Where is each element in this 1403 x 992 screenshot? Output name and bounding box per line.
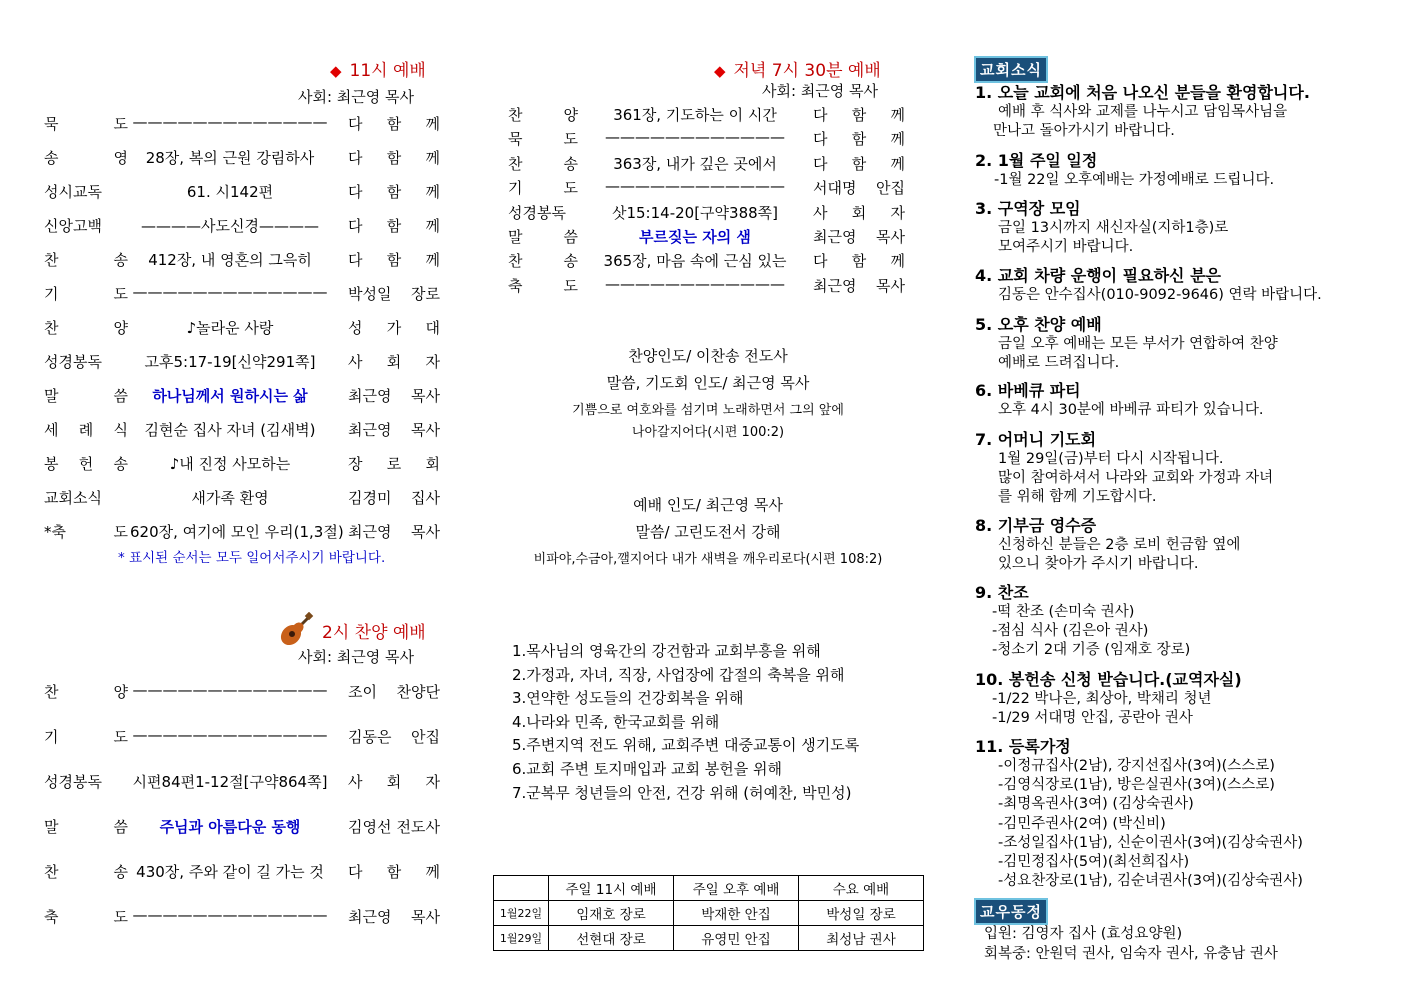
order-label: 성시교독 <box>44 183 102 201</box>
order-label: 교회소식 <box>44 489 102 507</box>
schedule-cell: 1월29일 <box>494 926 549 951</box>
order-person: 다 함 께 <box>348 863 440 881</box>
order-row <box>44 681 444 705</box>
news-item-line: -최명옥권사(3여) (김상숙권사) <box>998 796 1194 813</box>
news-item-line: -1월 22일 오후예배는 가정예배로 드립니다. <box>994 172 1275 188</box>
order-label: 성경봉독 <box>508 203 566 222</box>
order-label: 축 도 <box>44 908 128 926</box>
order-person: 김동은 안집 <box>348 728 440 746</box>
news-item-line: 있으니 찾아가 주시기 바랍니다. <box>998 556 1199 573</box>
order-label: 말 씀 <box>44 818 128 836</box>
news-item-line: -청소기 2대 기증 (임재호 장로) <box>992 642 1191 659</box>
order-content: 김현순 집사 자녀 (김새벽) <box>144 421 316 439</box>
news-item-title: 6. 바베큐 파티 <box>975 381 1081 400</box>
order-label: 성경봉독 <box>44 353 102 371</box>
news-item-line: 예배 후 식사와 교제를 나누시고 담임목사님을 <box>998 104 1288 120</box>
order-label: 성경봉독 <box>44 773 102 791</box>
friends-heading: 교우동정 <box>974 898 1048 925</box>
order-person: 다 함 께 <box>348 149 440 167</box>
order-content: 363장, 내가 깊은 곳에서 <box>613 154 777 173</box>
order-person: 다 함 께 <box>813 154 905 173</box>
order-row <box>44 215 444 239</box>
order-person: 김경미 집사 <box>348 489 440 507</box>
news-item-line: 김동은 안수집사(010-9092-9646) 연락 바랍니다. <box>998 287 1322 303</box>
order-person: 최근영 목사 <box>348 387 440 405</box>
order-content: ————사도신경———— <box>141 217 319 235</box>
order-label: 찬 송 <box>508 154 578 173</box>
order-person: 최근영 목사 <box>348 421 440 439</box>
order-row <box>44 181 444 205</box>
order-row <box>44 906 444 930</box>
order-content: ————————————— <box>132 283 328 301</box>
order-person: 사 회 자 <box>348 353 440 371</box>
news-item-title: 7. 어머니 기도회 <box>975 430 1097 449</box>
order-row <box>508 202 908 226</box>
order-content: 430장, 주와 같이 길 가는 것 <box>136 863 324 881</box>
order-row <box>44 861 444 885</box>
order-row <box>44 521 444 545</box>
order-content: ———————————— <box>605 274 785 293</box>
prayer-leader: 말씀, 기도회 인도/ 최근영 목사 <box>606 374 810 392</box>
schedule-cell: 박성일 장로 <box>799 901 924 926</box>
evening-host: 사회: 최근영 목사 <box>762 82 879 100</box>
order-label: 세 례 식 <box>44 421 128 439</box>
service2-host: 사회: 최근영 목사 <box>298 648 415 666</box>
order-person: 성 가 대 <box>348 319 440 337</box>
schedule-cell: 임재호 장로 <box>549 901 674 926</box>
news-item-line: -김민주권사(2여) (박신비) <box>998 815 1166 832</box>
order-content: ———————————— <box>605 128 785 147</box>
order-row <box>508 128 908 152</box>
order-row <box>44 351 444 375</box>
order-label: 묵 도 <box>44 115 128 133</box>
lead-leader: 예배 인도/ 최근영 목사 <box>633 496 783 514</box>
news-item-title: 1. 오늘 교회에 처음 나오신 분들을 환영합니다. <box>975 83 1310 102</box>
news-item-line: 예배로 드려집니다. <box>998 355 1120 372</box>
service11-host: 사회: 최근영 목사 <box>298 88 415 106</box>
order-row <box>44 816 444 840</box>
order-label: 기 도 <box>44 728 128 746</box>
order-row <box>44 726 444 750</box>
praise-leader: 찬양인도/ 이찬송 전도사 <box>628 347 788 365</box>
news-item-line: 1월 29일(금)부터 다시 시작됩니다. <box>998 451 1224 467</box>
order-content: 28장, 복의 근원 강림하사 <box>145 149 315 167</box>
order-label: 찬 양 <box>44 319 128 337</box>
news-item-title: 8. 기부금 영수증 <box>975 516 1097 535</box>
order-row <box>508 104 908 128</box>
news-item-line: 모여주시기 바랍니다. <box>998 239 1134 256</box>
order-person: 사 회 자 <box>813 203 905 222</box>
order-person: 장 로 회 <box>348 455 440 473</box>
verse-1b: 나아갈지어다(시편 100:2) <box>631 425 785 440</box>
order-person: 다 함 께 <box>348 251 440 269</box>
news-item-title: 4. 교회 차량 운행이 필요하신 분은 <box>975 266 1221 285</box>
guitar-icon <box>278 612 314 648</box>
news-item-line: -김민정집사(5여)(최선희집사) <box>998 854 1190 870</box>
order-row <box>508 226 908 250</box>
order-label: 찬 송 <box>44 251 128 269</box>
order-label: 신앙고백 <box>44 217 102 235</box>
order-content: ————————————— <box>132 113 328 131</box>
order-content: 412장, 내 영혼의 그윽히 <box>148 251 312 269</box>
order-person: 조이 찬양단 <box>348 683 440 701</box>
news-item-title: 11. 등록가정 <box>975 737 1071 756</box>
order-content: ————————————— <box>132 906 328 924</box>
prayer-item: 1.목사님의 영육간의 강건함과 교회부흥을 위해 <box>512 642 821 660</box>
news-item-line: 금일 13시까지 새신자실(지하1층)로 <box>998 220 1229 236</box>
news-item-line: -성요찬장로(1남), 김순녀권사(3여)(김상숙권사) <box>998 873 1303 890</box>
order-row <box>44 283 444 307</box>
news-item-title: 10. 봉헌송 신청 받습니다.(교역자실) <box>975 670 1242 689</box>
schedule-cell: 박재한 안집 <box>674 901 799 926</box>
news-item-line: -점심 식사 (김은아 권사) <box>992 623 1149 640</box>
news-heading: 교회소식 <box>974 56 1048 83</box>
news-item-line: -1/22 박나은, 최상아, 박채리 청년 <box>992 691 1212 707</box>
order-person: 다 함 께 <box>348 217 440 235</box>
order-row <box>44 419 444 443</box>
order-content: ♪내 진정 사모하는 <box>169 455 291 473</box>
prayer-item: 3.연약한 성도들의 건강회복을 위해 <box>512 689 744 708</box>
order-label: 찬 양 <box>44 683 128 701</box>
prayer-item: 7.군복무 청년들의 안전, 건강 위해 (허예찬, 박민성) <box>512 783 852 802</box>
evening-title: ◆ 저녁 7시 30분 예배 <box>714 61 881 81</box>
diamond-icon: ◆ <box>330 62 342 80</box>
news-item-line: 신청하신 분들은 2층 로비 헌금함 옆에 <box>998 537 1241 553</box>
order-person: 다 함 께 <box>813 106 905 124</box>
news-item-title: 2. 1월 주일 일정 <box>975 151 1098 170</box>
order-row <box>44 453 444 477</box>
order-label: 송 영 <box>44 149 128 167</box>
schedule-table <box>493 875 924 951</box>
news-item-title: 3. 구역장 모임 <box>975 199 1081 218</box>
prayer-item: 5.주변지역 전도 위해, 교회주변 대중교통이 생기도록 <box>512 736 860 755</box>
order-label: *축 도 <box>44 523 128 541</box>
order-person: 서대명 안집 <box>813 179 905 198</box>
schedule-cell: 최성남 권사 <box>799 926 924 951</box>
order-person: 최근영 목사 <box>813 276 905 295</box>
schedule-header <box>494 876 549 901</box>
order-row <box>44 249 444 273</box>
news-item-line: 많이 참여하셔서 나라와 교회와 가정과 자녀 <box>998 470 1274 487</box>
order-label: 기 도 <box>44 285 128 303</box>
friends-line: 회복중: 안원덕 권사, 임숙자 권사, 유충남 권사 <box>984 946 1278 962</box>
order-person: 최근영 목사 <box>348 523 440 541</box>
news-item-title: 5. 오후 찬양 예배 <box>975 315 1102 334</box>
order-content: ♪놀라운 사랑 <box>186 319 274 337</box>
order-row <box>44 771 444 795</box>
news-item-line: -1/29 서대명 안집, 공란아 권사 <box>992 710 1193 727</box>
order-content: 361장, 기도하는 이 시간 <box>613 106 777 124</box>
order-label: 봉 헌 송 <box>44 455 128 473</box>
order-person: 다 함 께 <box>348 115 440 133</box>
order-person: 김영선 전도사 <box>348 818 440 836</box>
order-row <box>508 250 908 274</box>
order-label: 찬 양 <box>508 106 578 124</box>
schedule-cell: 유영민 안집 <box>674 926 799 951</box>
order-row <box>44 147 444 171</box>
order-label: 기 도 <box>508 179 578 198</box>
schedule-header: 수요 예배 <box>799 876 924 901</box>
verse-2: 비파야,수금아,깰지어다 내가 새벽을 깨우리로다(시편 108:2) <box>533 552 883 567</box>
order-person: 박성일 장로 <box>348 285 440 303</box>
order-content: ————————————— <box>132 726 328 744</box>
order-row <box>44 487 444 511</box>
verse-1a: 기쁨으로 여호와를 섬기며 노래하면서 그의 앞에 <box>572 403 844 418</box>
friends-line: 입원: 김영자 집사 (효성요양원) <box>984 926 1183 942</box>
order-person: 최근영 목사 <box>813 228 905 246</box>
prayer-item: 2.가정과, 자녀, 직장, 사업장에 갑절의 축복을 위해 <box>512 665 845 684</box>
order-content: 부르짖는 자의 샘 <box>639 228 751 246</box>
news-item-line: -이정규집사(2남), 강지선집사(3여)(스스로) <box>998 758 1275 774</box>
order-content: 새가족 환영 <box>191 489 269 507</box>
order-person: 다 함 께 <box>813 252 905 271</box>
order-row <box>44 317 444 341</box>
prayer-item: 4.나라와 민족, 한국교회를 위해 <box>512 712 720 731</box>
order-row <box>508 275 908 299</box>
schedule-header: 주일 11시 예배 <box>549 876 674 901</box>
order-content: 61. 시142편 <box>186 183 274 201</box>
schedule-cell: 1월22일 <box>494 901 549 926</box>
news-item-line: 금일 오후 예배는 모든 부서가 연합하여 찬양 <box>998 336 1278 352</box>
service11-title: ◆ 11시 예배 <box>330 61 426 81</box>
order-person: 다 함 께 <box>348 183 440 201</box>
order-label: 말 씀 <box>508 228 578 246</box>
order-label: 찬 송 <box>44 863 128 881</box>
news-item-line: -김영식장로(1남), 방은실권사(3여)(스스로) <box>998 777 1275 794</box>
order-row <box>508 153 908 177</box>
order-content: 620장, 여기에 모인 우리(1,3절) <box>130 523 344 541</box>
order-person: 사 회 자 <box>348 773 440 791</box>
news-item-title: 9. 찬조 <box>975 583 1029 602</box>
order-content: 고후5:17-19[신약291쪽] <box>144 353 316 371</box>
order-label: 축 도 <box>508 276 578 295</box>
schedule-cell: 선현대 장로 <box>549 926 674 951</box>
order-row <box>44 385 444 409</box>
news-item-line: -조성일집사(1남), 신순이권사(3여)(김상숙권사) <box>998 834 1303 851</box>
order-content: 시편84편1-12절[구약864쪽] <box>132 773 328 791</box>
order-content: ———————————— <box>605 177 785 196</box>
order-label: 찬 송 <box>508 252 578 271</box>
order-label: 묵 도 <box>508 130 578 149</box>
order-label: 말 씀 <box>44 387 128 405</box>
schedule-header: 주일 오후 예배 <box>674 876 799 901</box>
order-content: 삿15:14-20[구약388쪽] <box>611 203 779 222</box>
order-content: 365장, 마음 속에 근심 있는 <box>603 252 787 271</box>
prayer-item: 6.교회 주변 토지매입과 교회 봉헌을 위해 <box>512 760 782 778</box>
news-item-line: 를 위해 함께 기도합시다. <box>998 489 1157 506</box>
order-person: 최근영 목사 <box>348 908 440 926</box>
order-row <box>44 113 444 137</box>
news-item-line: 오후 4시 30분에 바베큐 파티가 있습니다. <box>998 402 1264 418</box>
diamond-icon: ◆ <box>714 62 726 80</box>
order-content: 하나님께서 원하시는 삶 <box>152 387 308 405</box>
order-row <box>508 177 908 201</box>
order-person: 다 함 께 <box>813 130 905 149</box>
standing-notice: * 표시된 순서는 모두 일어서주시기 바랍니다. <box>118 550 386 566</box>
news-item-line: -떡 찬조 (손미숙 권사) <box>992 604 1135 620</box>
order-content: 주님과 아름다운 동행 <box>159 818 301 836</box>
service2-title: 2시 찬양 예배 <box>322 623 426 643</box>
order-content: ————————————— <box>132 681 328 699</box>
sermon-series: 말씀/ 고린도전서 강해 <box>635 523 781 541</box>
news-item-line: 만나고 돌아가시기 바랍니다. <box>993 123 1175 140</box>
